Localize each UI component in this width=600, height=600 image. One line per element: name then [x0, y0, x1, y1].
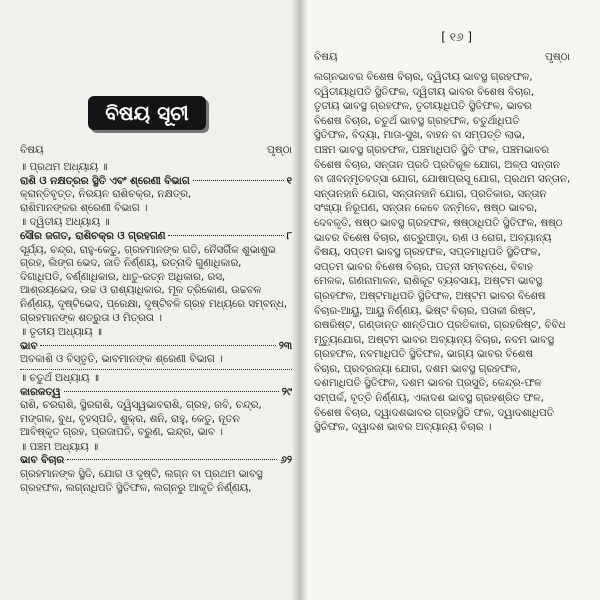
page-number: [ ୧୬ ]	[441, 30, 472, 44]
toc-entry-page: ୨୩	[278, 339, 292, 352]
toc-entry-page: ୬୨	[280, 454, 292, 467]
right-page	[300, 0, 600, 600]
toc-detail-line: ସନ୍ତାନହାନି ଯୋଗ, ସନ୍ତାନହାନି ଯୋଗ, ପ୍ରତିକାର, ସନ୍ତାନ	[314, 187, 547, 200]
toc-detail-line: ପଞ୍ଚମ ଭାବସ୍ଥ ଗ୍ରହଫଳ, ପଞ୍ଚମାଧିପତି ସ୍ଥିତି ଫଳ, ପଞ୍ଚମଭାବର	[314, 143, 549, 156]
toc-detail-line: ବିଶେଷ ବିଚାର, ସନ୍ତାନ ପ୍ରତି ପ୍ରତିକୂଳ ଯୋଗ, ଅଳ୍ପ ସନ୍ତାନ	[314, 158, 560, 171]
chapter-heading: ॥ ତୃତୀୟ ଅଧ୍ୟାୟ ॥	[20, 326, 102, 339]
toc-detail-line: ସ୍ଥିତିଫଳ, ବିଦ୍ୟା, ମାତା-ସୁଖ, ବାହନ ବା ସମ୍ପତ୍ତି ଲାଭ,	[314, 129, 526, 142]
dot-leader	[168, 235, 283, 236]
page-heading: ପୃଷ୍ଠା	[544, 51, 570, 63]
toc-detail-line: ଦେବକୃତି, ଷଷ୍ଠ ଭାବସ୍ଥ ଗ୍ରହଫଳ, ଷଷ୍ଠାଧିପତି ସ୍ଥିତିଫଳ, ଷଷ୍ଠ	[314, 216, 563, 229]
toc-detail-line: ସମ୍ପର୍କ, ବୃତ୍ତି ନିର୍ଣ୍ଣୟ, ଏକାଦଶ ଭାବସ୍ଥ ଗ୍ରହଶ୍ରିତ ଫଳ,	[314, 392, 544, 405]
toc-detail-line: ସଂଖ୍ୟା ନିରୂପଣ, ସନ୍ତାନ କେବେ ଜନ୍ମିବେ, ଷଷ୍ଠ ଭାବର,	[314, 202, 538, 215]
toc-entry-title: ଭାବ ବିଚାର	[20, 454, 65, 467]
toc-detail-line: ବିଷୟ, ସପ୍ତମ ଭାବସ୍ଥ ଗ୍ରହଫଳ, ସପ୍ତମାଧିପତି ସ୍ଥିତିଫଳ,	[314, 246, 541, 259]
toc-detail-line: ସପ୍ତମ ଭାବର ବିଶେଷ ବିଚାର, ପତ୍ନୀ ସମ୍ବନ୍ଧେ, ବିବାହ	[314, 260, 533, 273]
contents-title: ବିଷୟ ସୂଚୀ	[88, 96, 206, 130]
dotted-divider	[20, 369, 292, 370]
subject-heading: ବିଷୟ	[20, 144, 44, 156]
dot-leader	[67, 459, 277, 460]
toc-detail-line: ରାଶି, ଚରରାଶି, ସ୍ଥିରରାଶି, ଦ୍ୱିସ୍ୱଭାବରାଶି, ଗ୍ରହ, ରବି, ଚନ୍ଦ୍ର,	[20, 399, 262, 412]
toc-detail-line: ମୃତ୍ୟୁଯୋଗ, ଅଷ୍ଟମ ଭାବର ଅବ୍ୟାନ୍ୟ ବିଚାର, ନବମ ଭାବସ୍ଥ	[314, 333, 554, 346]
toc-entry	[20, 175, 292, 189]
toc-detail-line: ଆଶ୍ରୟଭେଦ, ଉଚ୍ଚ ଓ ରାଶ୍ୟାଧିକାର, ମୂଳ ତ୍ରିକୋଣ, ଉଚ୍ଚବଳ	[20, 284, 262, 297]
toc-detail-line: ସୂର୍ଯ୍ୟ, ଚନ୍ଦ୍ର, ରାହୁ-କେତୁ, ଗ୍ରହମାନଙ୍କ ଗତି, ନୈସର୍ଗିକ ଶୁଭାଶୁଭ	[20, 243, 276, 256]
toc-entry-title: କାରକତ୍ୱ	[20, 385, 61, 398]
toc-detail-line: ଗ୍ରହ, ଲିଙ୍ଗ ଭେଦ, ଜାତି ନିର୍ଣ୍ଣୟ, ରତ୍ନାଦି ଗୁଣାଧିକାର,	[20, 257, 242, 270]
toc-detail-line: ରଷରିଷ୍ଟ, ଗଣ୍ଡାନ୍ତ ଶାନ୍ତିପାଠ ପ୍ରତିକାର, ଗ୍ରହରିଷ୍ଟ, ବିବିଧ	[314, 319, 566, 332]
toc-detail-line: ଦ୍ୱିତୀୟାଧିପତି ସ୍ଥିତିଫଳ, ଦ୍ୱିତୀୟ ଭାବର ବିଶେଷ ବିଚାର,	[314, 85, 535, 98]
toc-detail-line: ଆବିଷ୍କୃତ ଗ୍ରହ, ପ୍ରଜାପତି, ବରୁଣ, ଇନ୍ଦ୍ର, ଭାବ ।	[20, 426, 223, 439]
chapter-heading: ॥ ପଞ୍ଚମ ଅଧ୍ୟାୟ ॥	[20, 440, 99, 453]
right-column-header	[314, 51, 590, 64]
toc-detail-line: କ୍ରାନ୍ତିବୃତ୍ତ, ନିରୟନ ରାଶିଚକ୍ର, ନକ୍ଷତ୍ର,	[20, 188, 192, 201]
toc-detail-line: ଗ୍ରହଫଳ, ନବମାଧିପତି ସ୍ଥିତିଫଳ, ଭାଗ୍ୟ ଭାବର ବିଶେଷ	[314, 348, 533, 361]
toc-entry	[20, 454, 292, 468]
left-column-header	[20, 144, 292, 157]
toc-detail-line: ସ୍ଥିତିଫଳ, ଦ୍ୱାଦଶ ଭାବର ଅବ୍ୟାନ୍ୟ ବିଚାର ।	[314, 421, 492, 434]
toc-detail-line: ବା ଜୀବନ୍ମୃତବତ୍ସା ଯୋଗ, ଯୋଷାପ୍ରସୂ ଯୋଗ, ପ୍ରଥମ ସନ୍ତାନ,	[314, 173, 571, 186]
toc-detail-line: ଭାବର ବିଶେଷ ବିଚାର, ଶତ୍ରୁପୀଡ଼ା, ଋଣ ଓ ରୋଗ, ଅବ୍ୟାନ୍ୟ	[314, 231, 552, 244]
toc-entry-page: ୨୯	[281, 385, 292, 398]
toc-detail-line: ବିଚାର-ଆୟୁ, ଆୟୁ ନିର୍ଣ୍ଣୟ, ଭିଷ୍ଟ ବିଚାର, ପତାକୀ ରିଷ୍ଟ,	[314, 304, 536, 317]
subject-heading: ବିଷୟ	[314, 51, 338, 63]
toc-detail-line: ଅବକାଶି ଓ ବିସ୍ତୃତି, ଭାବମାନଙ୍କ ଶ୍ରେଣୀ ବିଭାଗ ।	[20, 353, 223, 366]
toc-detail-line: ବିଚାର, ପ୍ରବ୍ରଜ୍ୟା ଯୋଗ, ଦଶମ ଭାବସ୍ଥ ଗ୍ରହଫଳ,	[314, 362, 521, 375]
toc-entry	[20, 230, 292, 244]
page-heading: ପୃଷ୍ଠା	[266, 144, 292, 156]
toc-detail-line: ଗ୍ରହମାନଙ୍କ ସ୍ଥିତି, ଯୋଗ ଓ ଦୃଷ୍ଟି, ଲଗ୍ନ ବା ପ୍ରଥମ ଭାବସ୍ଥ	[20, 468, 263, 481]
toc-detail-line: ଦଶମାଧିପତି ସ୍ଥିତିଫଳ, ଦଶମ ଭାବର ପ୍ରସୁତି, କେନ୍ଦ୍ର-ଫଳ	[314, 377, 542, 390]
chapter-heading: ॥ ପ୍ରଥମ ଅଧ୍ୟାୟ ॥	[20, 161, 108, 173]
chapter-heading: ॥ ଦ୍ୱିତୀୟ ଅଧ୍ୟାୟ ॥	[20, 216, 110, 229]
toc-entry-title: ଭାବ	[20, 339, 38, 352]
chapter-heading: ॥ ଚତୁର୍ଥ ଅଧ୍ୟାୟ ॥	[20, 371, 99, 384]
toc-entry	[20, 340, 292, 354]
book-gutter	[292, 0, 308, 600]
toc-detail-line: ଦିଗାଧିପତି, ବର୍ଣ୍ଣାଧିକାର, ଧାତୁ-ରତ୍ନ ଅଧିକାର, ରସ,	[20, 270, 226, 283]
toc-entry	[20, 386, 292, 400]
toc-detail-line: ମଙ୍ଗଳ, ବୁଧ, ବୃହସ୍ପତି, ଶୁକ୍ର, ଶନି, ରାହୁ, କେତୁ, ନୂତନ	[20, 412, 240, 425]
toc-detail-line: ରାଶିମାନଙ୍କର ଶ୍ରେଣୀ ବିଭାଗ ।	[20, 201, 148, 214]
toc-detail-line: ମେଳକ, ଗଣନାମାଳନ, ରାଶିକୂଟ ବ୍ୟବସାୟ, ଅଷ୍ଟମ ଭାବସ୍ଥ	[314, 275, 542, 288]
dot-leader	[40, 345, 275, 346]
dot-leader	[64, 391, 279, 392]
toc-detail-line: ବିଶେଷ ବିଚାର, ଦ୍ୱାଦଶଭାବର ଗ୍ରହସ୍ଥିତି ଫଳ, ଦ୍ୱାଦଶାଧିପତି	[314, 406, 554, 419]
toc-detail-line: ଗ୍ରହଫଳ, ଅଷ୍ଟମାଧିପତି ସ୍ଥିତିଫଳ, ଅଷ୍ଟମ ଭାବର ବିଶେଷ	[314, 289, 546, 302]
toc-entry-title: ସୌର ଜଗତ, ରାଶିଚକ୍ର ଓ ଗ୍ରହଗଣ	[20, 229, 166, 242]
toc-detail-line: ଗ୍ରହଫଳ, ଲଗ୍ନାଧିପତି ସ୍ଥିତିଫଳ, ଲଗ୍ନରୁ ଆକୃତି ନିର୍ଣ୍ଣୟ,	[20, 481, 252, 494]
toc-detail-line: ନିର୍ଣ୍ଣୟ, ଦୃଷ୍ଟିଭେଦ, ପ୍ରେକ୍ଷା, ଦୃଷ୍ଟିବଳି ଗ୍ରହ ମଧ୍ୟରେ ସମ୍ବନ୍ଧ,	[20, 297, 288, 310]
toc-detail-line: ଲଗ୍ନଭାବର ବିଶେଷ ବିଚାର, ଦ୍ୱିତୀୟ ଭାବସ୍ଥ ଗ୍ରହଫଳ,	[314, 71, 533, 83]
toc-detail-line: ତୃତୀୟ ଭାବସ୍ଥ ଗ୍ରହଫଳ, ତୃତୀୟାଧିପତି ସ୍ଥିତିଫଳ, ଭାବର	[314, 100, 532, 113]
dot-leader	[193, 180, 284, 181]
toc-entry-title: ରାଶି ଓ ନକ୍ଷତ୍ରର ସ୍ଥିତି ଏବଂ ଶ୍ରେଣୀ ବିଭାଗ	[20, 174, 190, 187]
toc-detail-line: ଗ୍ରହମାନଙ୍କ ଶତ୍ରୁତା ଓ ମିତ୍ରତା ।	[20, 311, 162, 324]
toc-entry-page: ୧	[286, 174, 292, 187]
toc-entry-page: ୮	[286, 229, 292, 242]
toc-detail-line: ବିଶେଷ ବିଚାର, ଚତୁର୍ଥ ଭାବସ୍ଥ ଗ୍ରହଫଳ, ଚତୁର୍ଥାଧିପତି	[314, 114, 520, 127]
